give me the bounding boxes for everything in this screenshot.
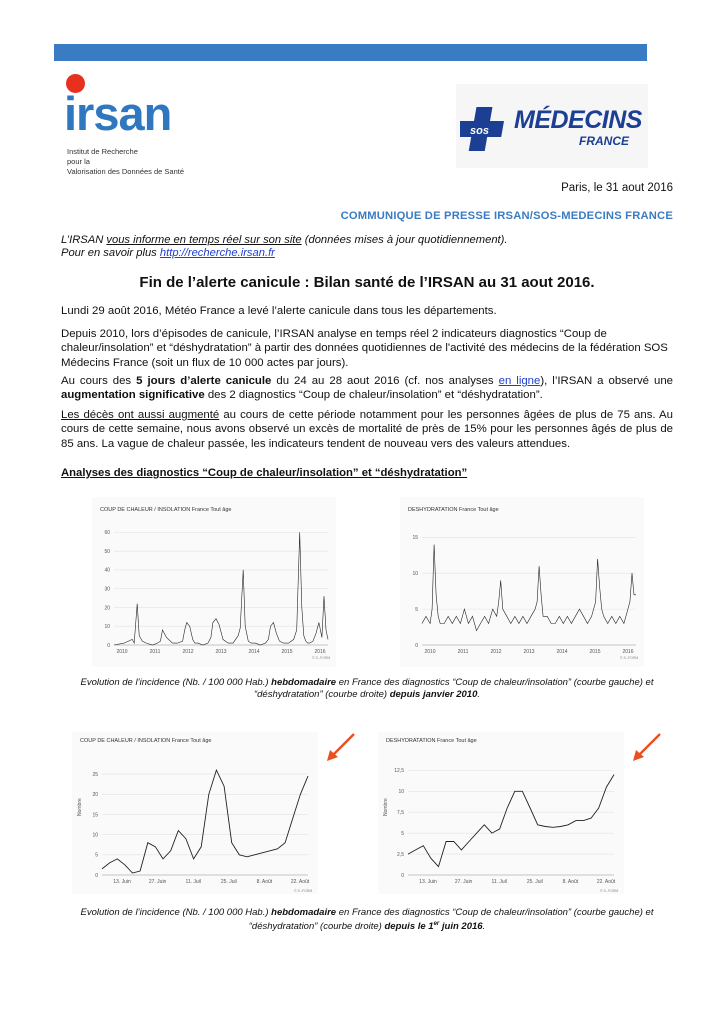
intro-text-part: (données mises à jour quotidiennement).	[301, 234, 508, 246]
header-bar	[54, 44, 647, 61]
y-tick-label: 0	[107, 642, 110, 649]
live-site-link[interactable]: vous informe en temps réel sur son site	[106, 234, 302, 246]
y-tick-label: 10	[92, 832, 98, 839]
y-tick-label: 12,5	[394, 768, 404, 775]
x-tick-label: 2015	[589, 649, 601, 655]
x-tick-label: 22. Août	[596, 879, 616, 885]
x-tick-label: 8. Août	[256, 879, 273, 885]
caption-text: Evolution de l’incidence (Nb. / 100 000 Hab.)	[80, 677, 272, 688]
caption-bold: hebdomadaire	[271, 677, 337, 688]
paragraph-4-underlined: Les décès ont aussi augmenté	[61, 409, 220, 421]
paragraph-4	[61, 408, 673, 451]
y-tick-label: 0	[401, 872, 404, 879]
x-tick-label: 2013	[215, 649, 227, 655]
caption-superscript: er	[433, 920, 440, 927]
analysis-heading: Analyses des diagnostics “Coup de chaleur/insolation” et “déshydratation”	[61, 467, 468, 479]
x-tick-label: 2010	[116, 649, 128, 655]
x-tick-label: 25. Juil	[526, 879, 543, 885]
x-tick-label: 2014	[248, 649, 260, 655]
x-tick-label: 2013	[523, 649, 535, 655]
chart-title: DESHYDRATATION France Tout âge	[386, 738, 477, 744]
y-tick-label: 15	[92, 812, 98, 819]
chart-title: COUP DE CHALEUR / INSOLATION France Tout âge	[80, 738, 212, 744]
paragraph-2: Depuis 2010, lors d’épisodes de canicule, l’IRSAN analyse en temps réel 2 indicateurs diagnostics “Coup de chaleur/insolation” et “déshydratation” à partir des données quotidiennes de l'activité des médecins de la fédération SOS Médecins France (soit un flux de 10 000 actes par jours).	[61, 328, 668, 369]
y-tick-label: 5	[415, 606, 418, 613]
x-tick-label: 2015	[281, 649, 293, 655]
paragraph-3-text: des 2 diagnostics “Coup de chaleur/insolation” et “déshydratation”.	[204, 389, 543, 402]
chart-copyright: © S.-FORM	[620, 656, 639, 660]
x-tick-label: 2016	[622, 649, 634, 655]
medecins-logo-title: MÉDECINS	[514, 106, 642, 134]
paragraph-1: Lundi 29 août 2016, Météo France a levé l’alerte canicule dans tous les départements.	[61, 305, 497, 317]
caption-bold-part: juin 2016	[439, 920, 483, 932]
irsan-logo-word: irsan	[64, 87, 172, 140]
irsan-website-link[interactable]: http://recherche.irsan.fr	[159, 247, 275, 259]
caption-since-june	[61, 907, 673, 932]
red-arrow-icon	[322, 730, 358, 766]
caption-text: .	[477, 688, 481, 700]
x-tick-label: 11. Juil	[491, 879, 507, 885]
medecins-logo	[456, 84, 648, 168]
medecins-logo-subtitle: FRANCE	[579, 134, 629, 148]
irsan-logo-subtitle: Institut de Recherche pour la Valorisation des Données de Santé	[67, 147, 185, 176]
caption-text: .	[482, 920, 486, 932]
sos-cross-icon	[460, 104, 510, 154]
caption-bold: depuis janvier 2010	[389, 688, 478, 700]
page-title: Fin de l’alerte canicule : Bilan santé de l’IRSAN au 31 aout 2016.	[139, 274, 595, 291]
x-tick-label: 2014	[556, 649, 568, 655]
caption-since-2010	[61, 677, 673, 700]
press-release-title: COMMUNIQUE DE PRESSE IRSAN/SOS-MEDECINS FRANCE	[340, 210, 673, 222]
x-tick-label: 11. Juil	[185, 879, 201, 885]
paragraph-3-text: du 24 au 28 aout 2016 (cf. nos analyses	[271, 375, 499, 387]
x-tick-label: 27. Juin	[454, 879, 473, 885]
y-tick-label: 10	[398, 789, 404, 796]
x-tick-label: 27. Juin	[148, 879, 167, 885]
x-tick-label: 13. Juin	[113, 879, 131, 885]
chart-copyright: © S.-FORM	[600, 889, 619, 893]
y-tick-label: 2,5	[397, 851, 404, 858]
chart-copyright: © S.-FORM	[294, 889, 313, 893]
irsan-logo	[64, 74, 234, 178]
y-tick-label: 20	[92, 792, 98, 799]
caption-bold-part: depuis le 1	[384, 920, 434, 932]
y-tick-label: 30	[104, 586, 110, 593]
chart-copyright: © S.-FORM	[312, 656, 331, 660]
caption-bold: hebdomadaire	[271, 907, 337, 918]
y-tick-label: 5	[95, 852, 98, 859]
intro-text-part: L’IRSAN	[61, 234, 107, 246]
chart-heatstroke-since-june	[72, 732, 318, 894]
chart-dehydration-since-2010	[400, 497, 644, 667]
x-tick-label: 2011	[149, 649, 161, 655]
y-tick-label: 10	[104, 624, 110, 631]
y-tick-label: 25	[92, 771, 98, 778]
x-tick-label: 8. Août	[562, 879, 579, 885]
caption-text: en France des diagnostics “Coup de chaleur/insolation” (courbe gauche) et “déshydratation” (courbe droite)	[253, 677, 654, 700]
x-tick-label: 2012	[490, 649, 502, 655]
x-tick-label: 13. Juin	[419, 879, 437, 885]
chart-dehydration-since-june	[378, 732, 624, 894]
x-tick-label: 2012	[182, 649, 194, 655]
chart-ylabel: Nombre	[77, 798, 83, 816]
x-tick-label: 2016	[314, 649, 326, 655]
caption-text: Evolution de l’incidence (Nb. / 100 000 Hab.)	[80, 907, 272, 918]
paragraph-3-text: ), l’IRSAN a observé une	[540, 375, 674, 387]
y-tick-label: 7,5	[397, 810, 404, 817]
paragraph-4-text: au cours de cette période notamment pour les personnes âgées de plus de 75 ans. Au cours de cette semaine, nous avons observé un excès de mortalité de près de 15% pour les personnes âgés de plus de 85 ans. La vague de chaleur passée, les indicateurs tendent de nouveau vers des valeurs attendues.	[61, 409, 673, 450]
date-line: Paris, le 31 aout 2016	[561, 182, 673, 194]
paragraph-3	[61, 374, 673, 403]
red-arrow-icon	[628, 730, 664, 766]
x-tick-label: 22. Août	[290, 879, 310, 885]
paragraph-3-text: Au cours des	[61, 375, 137, 387]
y-tick-label: 5	[401, 830, 404, 837]
chart-ylabel: Nombre	[383, 798, 389, 816]
y-tick-label: 0	[415, 642, 418, 649]
caption-bold	[384, 921, 482, 932]
intro-text	[61, 234, 673, 260]
paragraph-3-bold: augmentation significative	[61, 389, 205, 402]
y-tick-label: 50	[104, 548, 110, 555]
y-tick-label: 10	[412, 571, 418, 578]
online-analysis-link[interactable]: en ligne	[498, 375, 541, 387]
y-tick-label: 60	[104, 530, 110, 537]
svg-text:sos: sos	[470, 125, 489, 137]
y-tick-label: 40	[104, 567, 110, 574]
y-tick-label: 15	[412, 535, 418, 542]
caption-text: en France des diagnostics “Coup de chaleur/insolation” (courbe gauche) et “déshydratation” (courbe droite)	[248, 907, 654, 932]
y-tick-label: 0	[95, 872, 98, 879]
x-tick-label: 2011	[457, 649, 469, 655]
chart-title: COUP DE CHALEUR / INSOLATION France Tout âge	[100, 507, 232, 513]
chart-heatstroke-since-2010	[92, 497, 336, 667]
chart-title: DESHYDRATATION France Tout âge	[408, 507, 499, 513]
x-tick-label: 25. Juil	[220, 879, 237, 885]
paragraph-3-bold: 5 jours d’alerte canicule	[136, 375, 272, 387]
intro-text-part: Pour en savoir plus	[61, 247, 160, 259]
y-tick-label: 20	[104, 605, 110, 612]
x-tick-label: 2010	[424, 649, 436, 655]
